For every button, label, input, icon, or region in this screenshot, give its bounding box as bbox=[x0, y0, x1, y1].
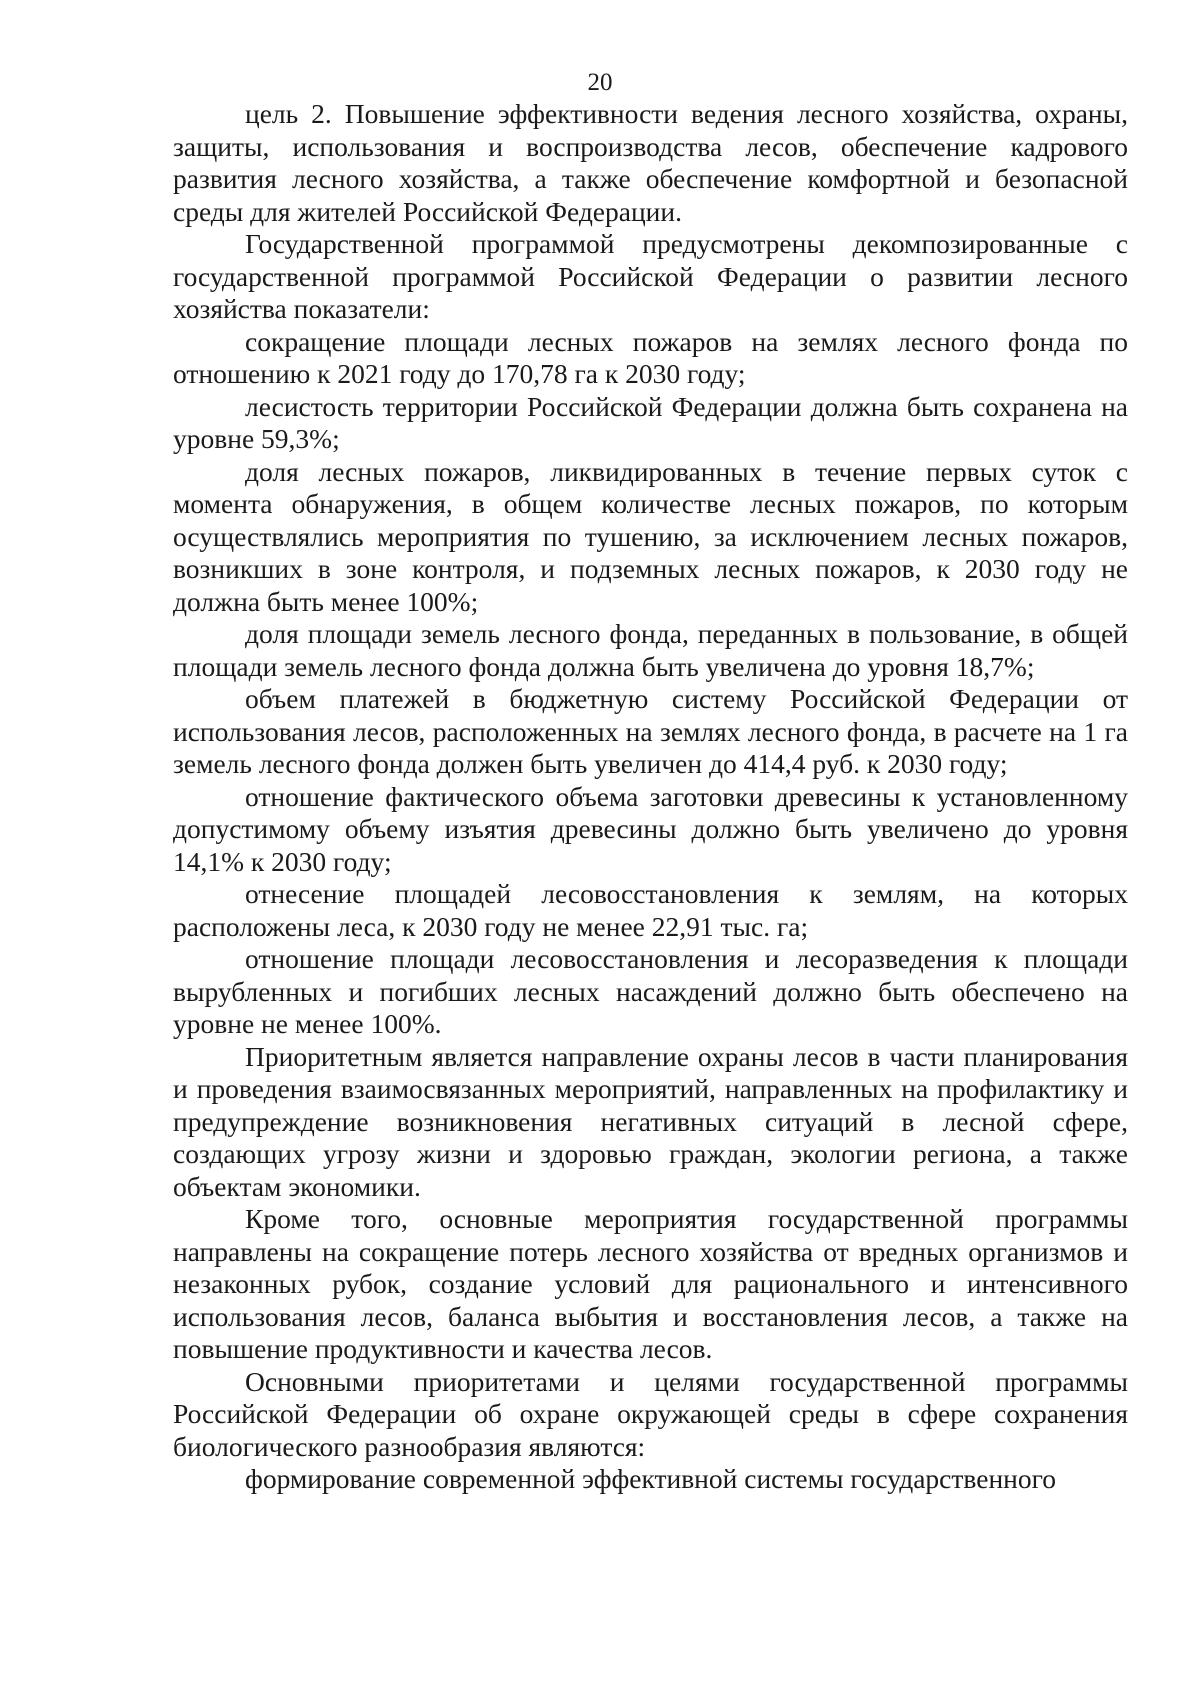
paragraph-modern-system: формирование современной эффективной системы государственного bbox=[245, 1463, 1056, 1494]
paragraph-harvesting-ratio: отношение фактического объема заготовки древесины к установленному допустимому объему изъятия древесины должно быть увеличено до уровня 14,1% к 2030 году; bbox=[173, 780, 1128, 877]
paragraph-forest-protection-priority: Приоритетным является направление охраны лесов в части планирования и проведения взаимосвязанных мероприятий, направленных на профилактику и предупреждение возникновения негативных ситуаций в лесной сфере, создающих угрозу жизни и здоровью граждан, экологии региона, а также объектам экономики. bbox=[173, 1040, 1128, 1202]
paragraph-goal-2: цель 2. Повышение эффективности ведения лесного хозяйства, охраны, защиты, использования и воспроизводства лесов, обеспечение кадрового развития лесного хозяйства, а также обеспечение комфортной и безопасной среды для жителей Российской Федерации. bbox=[173, 98, 1128, 227]
document-body bbox=[173, 98, 1128, 1496]
paragraph-indicators-intro: Государственной программой предусмотрены декомпозированные с государственной программой Российской Федерации о развитии лесного хозяйства показатели: bbox=[173, 228, 1128, 324]
paragraph-reforestation-ratio: отношение площади лесовосстановления и лесоразведения к площади вырубленных и погибших лесных насаждений должно быть обеспечено на уровне не менее 100%. bbox=[173, 943, 1128, 1039]
paragraph-forest-cover: лесистость территории Российской Федерации должна быть сохранена на уровне 59,3%; bbox=[173, 390, 1128, 454]
page-number: 20 bbox=[587, 69, 613, 96]
paragraph-land-in-use-share: доля площади земель лесного фонда, переданных в пользование, в общей площади земель лесного фонда должна быть увеличена до уровня 18,7%; bbox=[173, 618, 1128, 682]
paragraph-reforestation-assignment: отнесение площадей лесовосстановления к землям, на которых расположены леса, к 2030 году не менее 22,91 тыс. га; bbox=[173, 878, 1128, 942]
paragraph-biodiversity-priorities: Основными приоритетами и целями государственной программы Российской Федерации об охране окружающей среды в сфере сохранения биологического разнообразия являются: bbox=[173, 1365, 1128, 1462]
paragraph-main-activities: Кроме того, основные мероприятия государственной программы направлены на сокращение потерь лесного хозяйства от вредных организмов и незаконных рубок, создание условий для рационального и интенсивного использования лесов, баланса выбытия и восстановления лесов, а также на повышение продуктивности и качества лесов. bbox=[173, 1203, 1128, 1364]
paragraph-fire-area-reduction: сокращение площади лесных пожаров на землях лесного фонда по отношению к 2021 году до 170,78 га к 2030 году; bbox=[173, 325, 1128, 389]
paragraph-fires-liquidated-first-day: доля лесных пожаров, ликвидированных в течение первых суток с момента обнаружения, в общем количестве лесных пожаров, по которым осуществлялись мероприятия по тушению, за исключением лесных пожаров, возникших в зоне контроля, и подземных лесных пожаров, к 2030 году не должна быть менее 100%; bbox=[173, 455, 1128, 617]
paragraph-budget-payments: объем платежей в бюджетную систему Российской Федерации от использования лесов, расположенных на землях лесного фонда, в расчете на 1 га земель лесного фонда должен быть увеличен до 414,4 руб. к 2030 году; bbox=[173, 683, 1128, 779]
